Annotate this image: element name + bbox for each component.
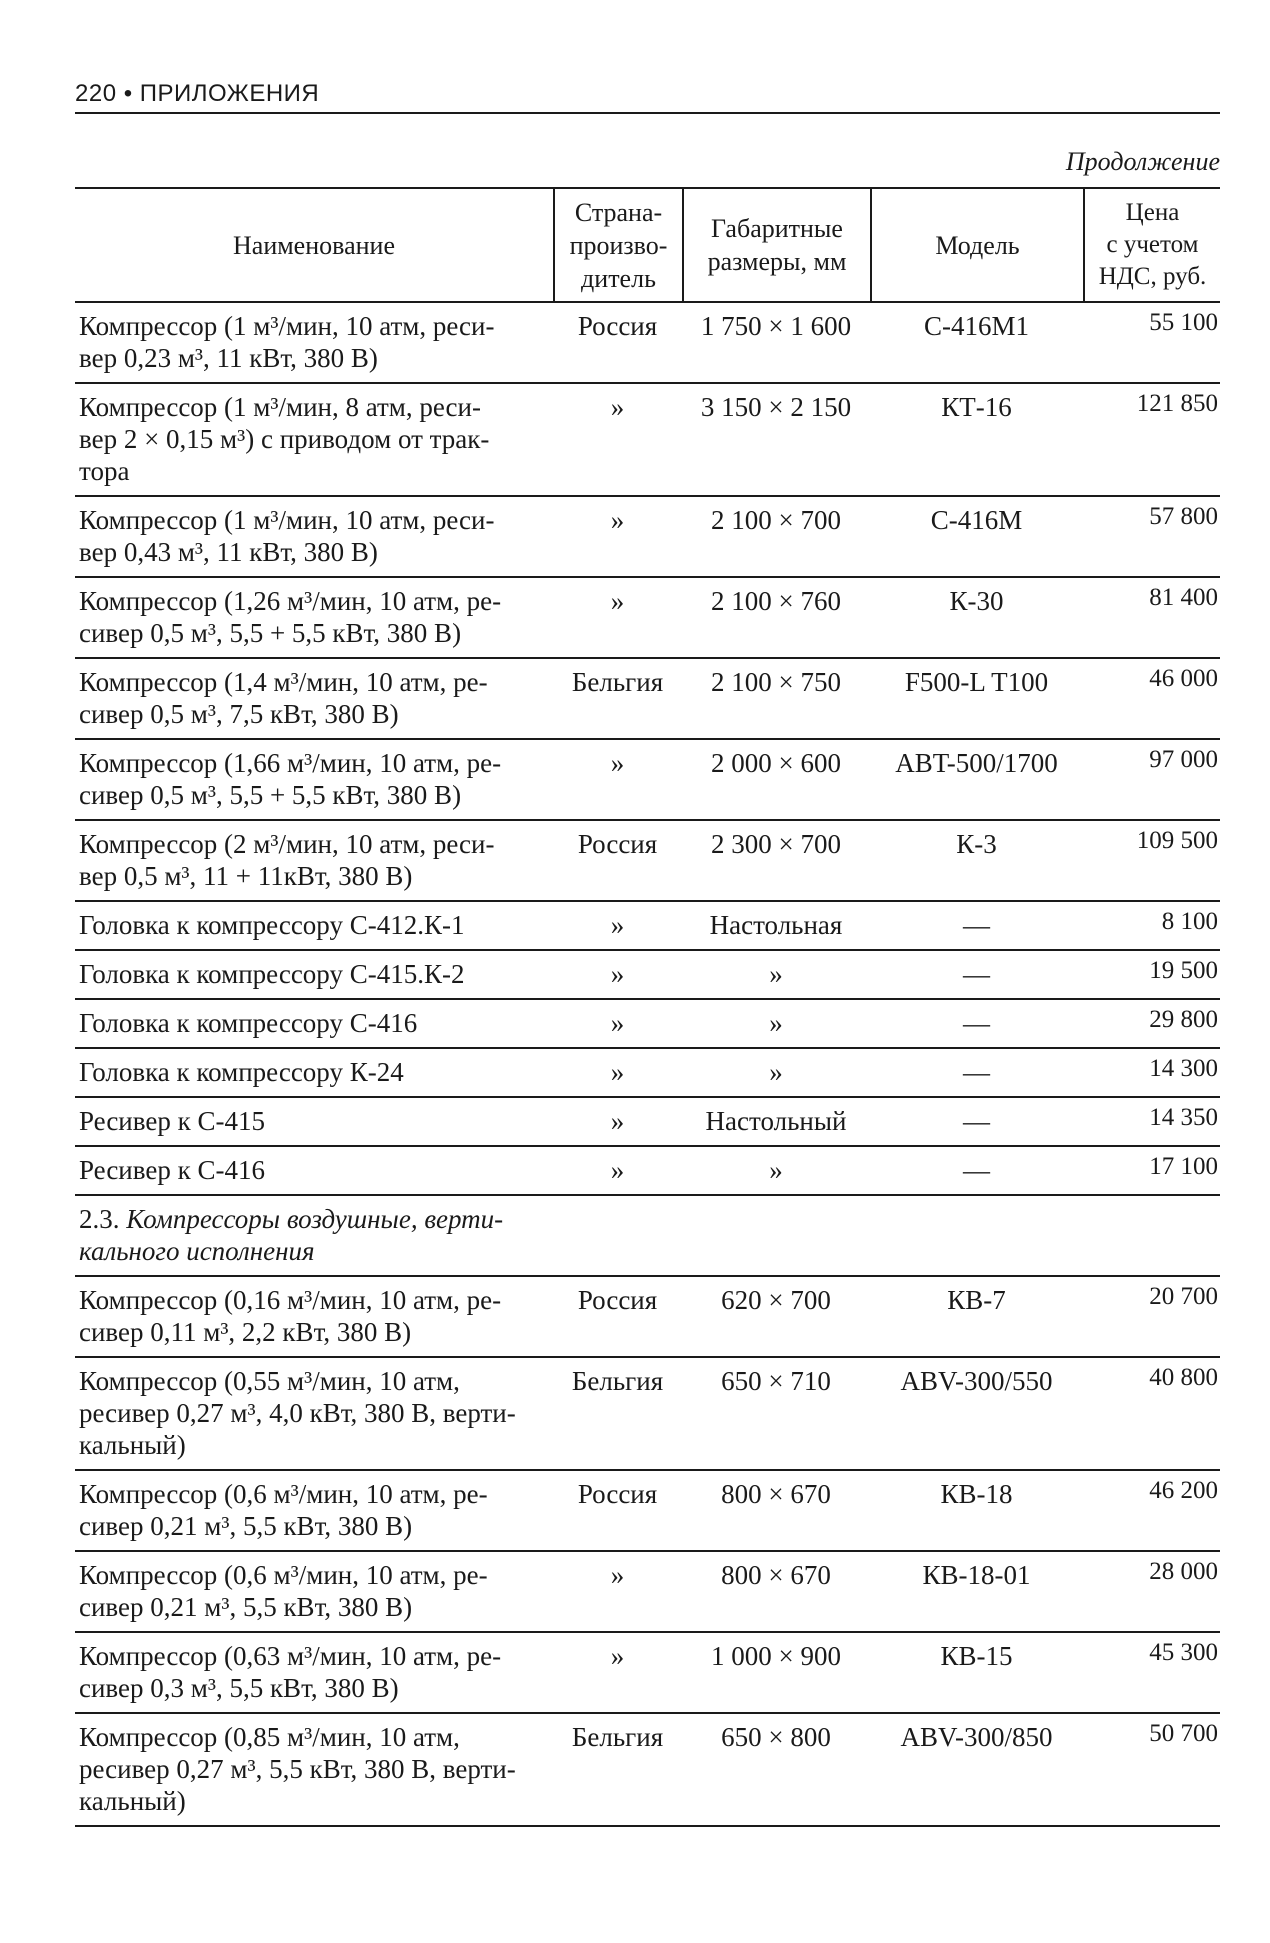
cell-price: 40 800 bbox=[1084, 1357, 1220, 1470]
cell-country: » bbox=[554, 1146, 683, 1195]
cell-model: — bbox=[871, 950, 1084, 999]
cell-price: 29 800 bbox=[1084, 999, 1220, 1048]
cell-name: Компрессор (0,6 м³/мин, 10 атм, ре- сивер 0,21 м³, 5,5 кВт, 380 В) bbox=[75, 1470, 554, 1551]
section-number: 2.3. bbox=[79, 1204, 127, 1234]
cell-size: 2 100 × 760 bbox=[683, 577, 871, 658]
cell-size: 2 100 × 750 bbox=[683, 658, 871, 739]
cell-price: 8 100 bbox=[1084, 901, 1220, 950]
cell-country: » bbox=[554, 1048, 683, 1097]
table-row bbox=[75, 577, 1220, 658]
table-row bbox=[75, 1357, 1220, 1470]
cell-country: Россия bbox=[554, 820, 683, 901]
cell-name: Компрессор (0,16 м³/мин, 10 атм, ре- сивер 0,11 м³, 2,2 кВт, 380 В) bbox=[75, 1276, 554, 1357]
cell-price: 55 100 bbox=[1084, 302, 1220, 383]
header-size: Габаритные размеры, мм bbox=[683, 188, 871, 302]
header-price: Цена с учетом НДС, руб. bbox=[1084, 188, 1220, 302]
cell-model: — bbox=[871, 1048, 1084, 1097]
cell-size: 800 × 670 bbox=[683, 1551, 871, 1632]
cell-name: Головка к компрессору С-416 bbox=[75, 999, 554, 1048]
section-title: Компрессоры воздушные, верти- кального исполнения bbox=[79, 1204, 504, 1266]
table-row bbox=[75, 1632, 1220, 1713]
table-row bbox=[75, 999, 1220, 1048]
cell-size: » bbox=[683, 999, 871, 1048]
cell-name: Головка к компрессору К-24 bbox=[75, 1048, 554, 1097]
cell-price: 19 500 bbox=[1084, 950, 1220, 999]
table-row bbox=[75, 1146, 1220, 1195]
cell-name: Компрессор (0,55 м³/мин, 10 атм, ресивер 0,27 м³, 4,0 кВт, 380 В, верти- кальный) bbox=[75, 1357, 554, 1470]
table-row bbox=[75, 496, 1220, 577]
cell-model: ABV-300/550 bbox=[871, 1357, 1084, 1470]
cell-size: 3 150 × 2 150 bbox=[683, 383, 871, 496]
table-header bbox=[75, 188, 1220, 302]
table-row bbox=[75, 1048, 1220, 1097]
cell-model: С-416М bbox=[871, 496, 1084, 577]
table-row bbox=[75, 1713, 1220, 1826]
cell-country: » bbox=[554, 383, 683, 496]
cell-price: 14 350 bbox=[1084, 1097, 1220, 1146]
cell-price: 50 700 bbox=[1084, 1713, 1220, 1826]
cell-name: Компрессор (0,63 м³/мин, 10 атм, ре- сивер 0,3 м³, 5,5 кВт, 380 В) bbox=[75, 1632, 554, 1713]
cell-size: 2 300 × 700 bbox=[683, 820, 871, 901]
table-body bbox=[75, 302, 1220, 1826]
cell-price: 121 850 bbox=[1084, 383, 1220, 496]
cell-model: — bbox=[871, 901, 1084, 950]
cell-country: » bbox=[554, 999, 683, 1048]
table-row bbox=[75, 820, 1220, 901]
cell-name: Компрессор (1 м³/мин, 8 атм, реси- вер 2 × 0,15 м³) с приводом от трак- тора bbox=[75, 383, 554, 496]
running-head: 220 • ПРИЛОЖЕНИЯ bbox=[75, 80, 320, 107]
table-row bbox=[75, 383, 1220, 496]
cell-price: 109 500 bbox=[1084, 820, 1220, 901]
cell-model: ABV-300/850 bbox=[871, 1713, 1084, 1826]
cell-name: Ресивер к С-415 bbox=[75, 1097, 554, 1146]
table-row bbox=[75, 901, 1220, 950]
cell-price: 57 800 bbox=[1084, 496, 1220, 577]
cell-name: Компрессор (1,4 м³/мин, 10 атм, ре- сивер 0,5 м³, 7,5 кВт, 380 В) bbox=[75, 658, 554, 739]
cell-model: К-3 bbox=[871, 820, 1084, 901]
cell-name: Компрессор (1,66 м³/мин, 10 атм, ре- сивер 0,5 м³, 5,5 + 5,5 кВт, 380 В) bbox=[75, 739, 554, 820]
cell-model: КВ-18-01 bbox=[871, 1551, 1084, 1632]
cell-name: Ресивер к С-416 bbox=[75, 1146, 554, 1195]
table-row bbox=[75, 1551, 1220, 1632]
cell-name: Компрессор (1 м³/мин, 10 атм, реси- вер 0,23 м³, 11 кВт, 380 В) bbox=[75, 302, 554, 383]
cell-model: КТ-16 bbox=[871, 383, 1084, 496]
table-row bbox=[75, 1470, 1220, 1551]
cell-price: 81 400 bbox=[1084, 577, 1220, 658]
table-row bbox=[75, 1097, 1220, 1146]
cell-model: КВ-15 bbox=[871, 1632, 1084, 1713]
section-empty-cell bbox=[554, 1195, 683, 1276]
header-name: Наименование bbox=[75, 188, 554, 302]
cell-country: » bbox=[554, 739, 683, 820]
cell-model: — bbox=[871, 999, 1084, 1048]
cell-price: 14 300 bbox=[1084, 1048, 1220, 1097]
cell-name: Компрессор (2 м³/мин, 10 атм, реси- вер 0,5 м³, 11 + 11кВт, 380 В) bbox=[75, 820, 554, 901]
cell-country: Бельгия bbox=[554, 1357, 683, 1470]
cell-model: КВ-7 bbox=[871, 1276, 1084, 1357]
cell-price: 17 100 bbox=[1084, 1146, 1220, 1195]
cell-country: Россия bbox=[554, 302, 683, 383]
cell-price: 28 000 bbox=[1084, 1551, 1220, 1632]
table-row bbox=[75, 739, 1220, 820]
table-row bbox=[75, 658, 1220, 739]
cell-model: F500-L T100 bbox=[871, 658, 1084, 739]
cell-size: 800 × 670 bbox=[683, 1470, 871, 1551]
cell-country: » bbox=[554, 950, 683, 999]
cell-size: 2 100 × 700 bbox=[683, 496, 871, 577]
cell-model: КВ-18 bbox=[871, 1470, 1084, 1551]
header-country: Страна- произво- дитель bbox=[554, 188, 683, 302]
cell-model: — bbox=[871, 1097, 1084, 1146]
cell-name: Компрессор (0,6 м³/мин, 10 атм, ре- сивер 0,21 м³, 5,5 кВт, 380 В) bbox=[75, 1551, 554, 1632]
section-heading bbox=[75, 1195, 554, 1276]
cell-country: Россия bbox=[554, 1276, 683, 1357]
section-empty-cell bbox=[683, 1195, 871, 1276]
cell-country: » bbox=[554, 901, 683, 950]
header-model: Модель bbox=[871, 188, 1084, 302]
cell-name: Головка к компрессору С-412.К-1 bbox=[75, 901, 554, 950]
cell-country: Бельгия bbox=[554, 658, 683, 739]
cell-price: 20 700 bbox=[1084, 1276, 1220, 1357]
cell-price: 46 000 bbox=[1084, 658, 1220, 739]
cell-size: » bbox=[683, 1146, 871, 1195]
header-rule bbox=[75, 112, 1220, 114]
cell-country: Бельгия bbox=[554, 1713, 683, 1826]
section-empty-cell bbox=[1084, 1195, 1220, 1276]
header-row bbox=[75, 188, 1220, 302]
cell-model: — bbox=[871, 1146, 1084, 1195]
cell-country: » bbox=[554, 496, 683, 577]
cell-price: 45 300 bbox=[1084, 1632, 1220, 1713]
cell-size: » bbox=[683, 1048, 871, 1097]
cell-price: 46 200 bbox=[1084, 1470, 1220, 1551]
cell-model: ABT-500/1700 bbox=[871, 739, 1084, 820]
cell-country: » bbox=[554, 577, 683, 658]
cell-country: Россия bbox=[554, 1470, 683, 1551]
section-empty-cell bbox=[871, 1195, 1084, 1276]
cell-country: » bbox=[554, 1632, 683, 1713]
cell-size: 620 × 700 bbox=[683, 1276, 871, 1357]
continuation-label: Продолжение bbox=[1065, 147, 1220, 176]
cell-model: К-30 bbox=[871, 577, 1084, 658]
cell-size: Настольный bbox=[683, 1097, 871, 1146]
cell-size: 2 000 × 600 bbox=[683, 739, 871, 820]
table-row bbox=[75, 950, 1220, 999]
cell-name: Головка к компрессору С-415.К-2 bbox=[75, 950, 554, 999]
cell-size: » bbox=[683, 950, 871, 999]
table-row bbox=[75, 1276, 1220, 1357]
cell-price: 97 000 bbox=[1084, 739, 1220, 820]
cell-size: 650 × 800 bbox=[683, 1713, 871, 1826]
cell-country: » bbox=[554, 1551, 683, 1632]
cell-size: 1 750 × 1 600 bbox=[683, 302, 871, 383]
section-heading-row bbox=[75, 1195, 1220, 1276]
cell-name: Компрессор (1,26 м³/мин, 10 атм, ре- сивер 0,5 м³, 5,5 + 5,5 кВт, 380 В) bbox=[75, 577, 554, 658]
cell-model: С-416М1 bbox=[871, 302, 1084, 383]
cell-name: Компрессор (1 м³/мин, 10 атм, реси- вер 0,43 м³, 11 кВт, 380 В) bbox=[75, 496, 554, 577]
price-table-container bbox=[75, 187, 1220, 1827]
table-row bbox=[75, 302, 1220, 383]
cell-size: Настольная bbox=[683, 901, 871, 950]
cell-name: Компрессор (0,85 м³/мин, 10 атм, ресивер 0,27 м³, 5,5 кВт, 380 В, верти- кальный) bbox=[75, 1713, 554, 1826]
cell-country: » bbox=[554, 1097, 683, 1146]
cell-size: 650 × 710 bbox=[683, 1357, 871, 1470]
cell-size: 1 000 × 900 bbox=[683, 1632, 871, 1713]
price-table bbox=[75, 187, 1220, 1827]
